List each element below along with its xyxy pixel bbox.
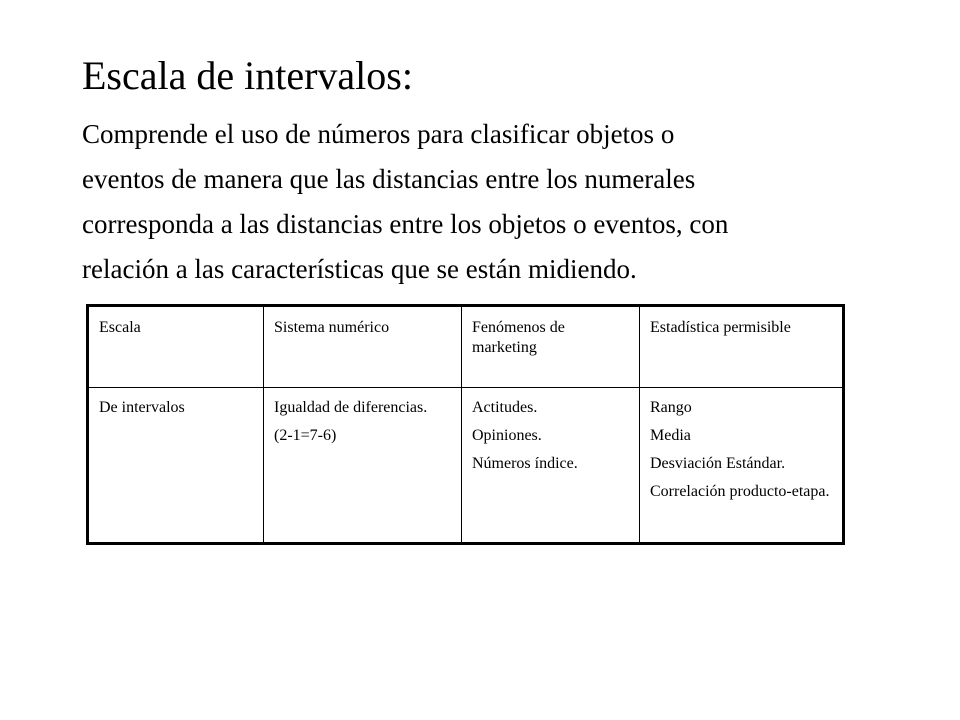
cell-text: Opiniones. [472, 427, 542, 444]
description-line: corresponda a las distancias entre los objetos o eventos, con [82, 209, 729, 239]
cell-text: Media [650, 427, 691, 444]
description-line: eventos de manera que las distancias entre los numerales [82, 164, 696, 194]
cell-escala [88, 388, 264, 544]
cell-text: Desviación Estándar. [650, 455, 786, 472]
description-line: relación a las características que se están midiendo. [82, 254, 637, 284]
header-estadistica-permisible: Estadística permisible [640, 306, 844, 388]
table-header-row [88, 306, 844, 388]
description-paragraph [82, 112, 902, 292]
header-sistema-numerico: Sistema numérico [264, 306, 462, 388]
cell-text: Rango [650, 399, 692, 416]
cell-estadistica-permisible [640, 388, 844, 544]
cell-text: (2-1=7-6) [274, 427, 337, 444]
cell-text: Correlación producto-etapa. [650, 483, 830, 500]
cell-text: Actitudes. [472, 399, 538, 416]
cell-text: De intervalos [99, 399, 185, 416]
table-row [88, 388, 844, 544]
header-escala: Escala [88, 306, 264, 388]
cell-sistema-numerico [264, 388, 462, 544]
header-fenomenos-marketing: Fenómenos de marketing [462, 306, 640, 388]
description-line: Comprende el uso de números para clasificar objetos o [82, 119, 675, 149]
cell-text: Igualdad de diferencias. [274, 399, 428, 416]
cell-text: Números índice. [472, 455, 578, 472]
cell-fenomenos-marketing [462, 388, 640, 544]
slide-title: Escala de intervalos: [82, 53, 413, 98]
scale-table-container [86, 304, 845, 545]
scale-table [86, 304, 845, 545]
